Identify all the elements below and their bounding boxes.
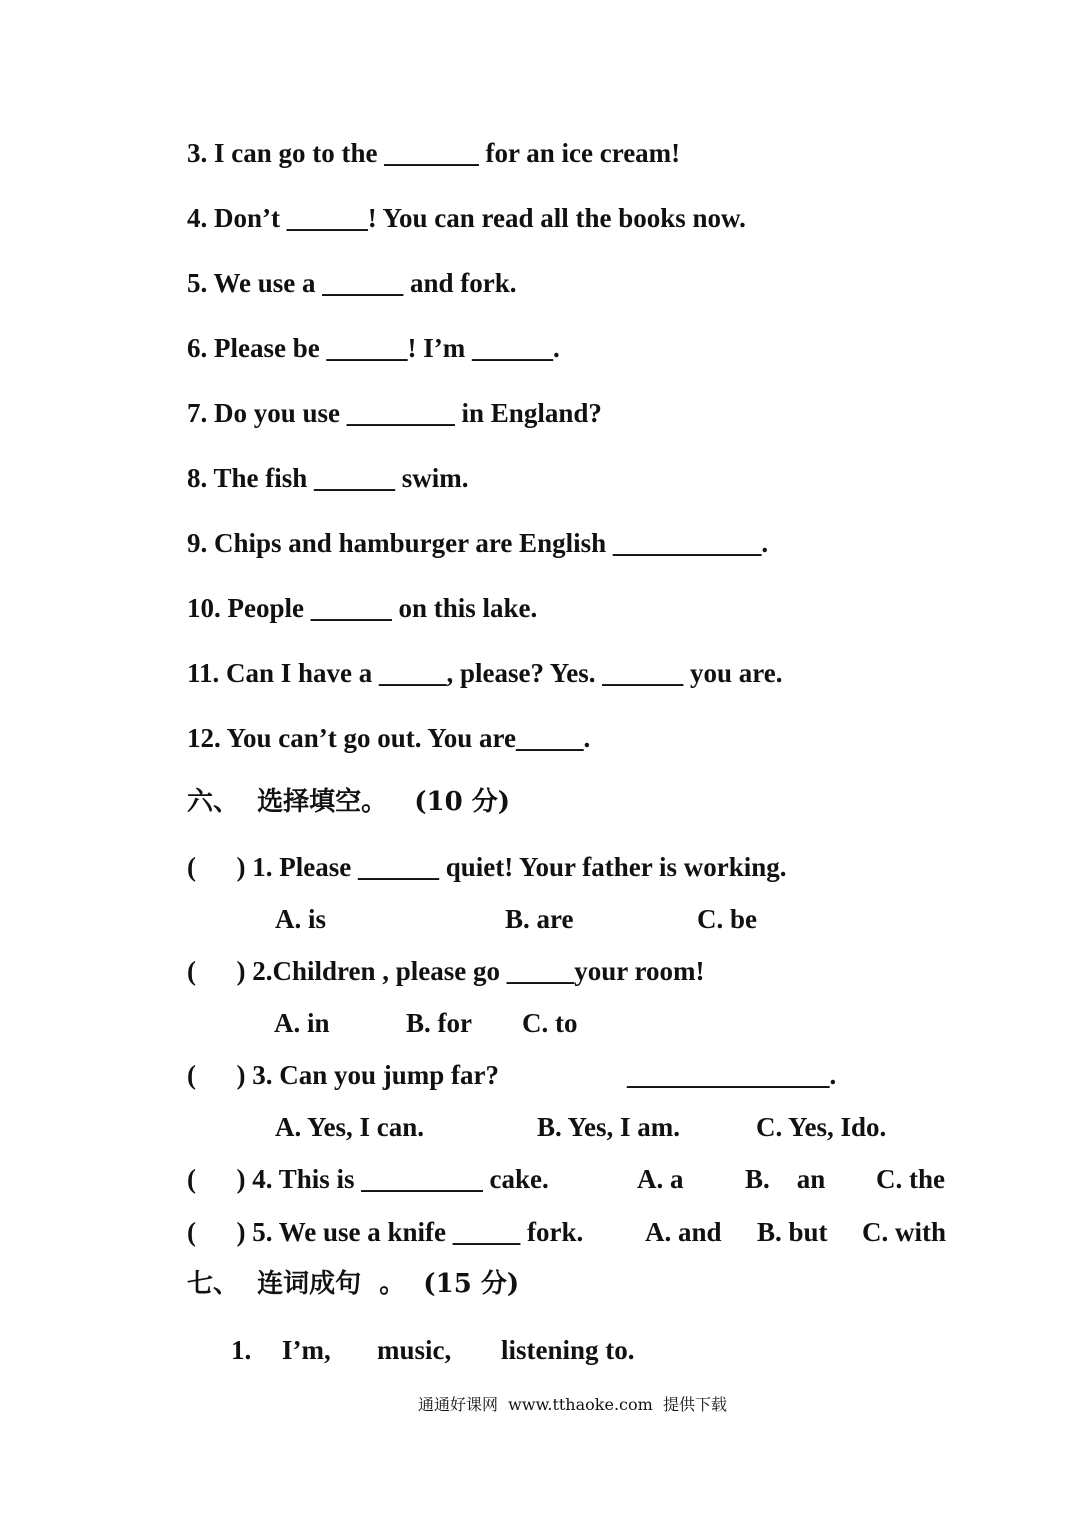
choice-3-option-c: C. Yes, Ido. (756, 1112, 887, 1142)
fill-in-question-8: 8. The fish ______ swim. (187, 463, 469, 493)
section-7-heading: 七、 连词成句 。 (15 分) (187, 1269, 520, 1299)
fill-in-question-9: 9. Chips and hamburger are English ___________. (187, 528, 769, 558)
choice-3-answer-blank: _______________. (627, 1060, 837, 1090)
section-6-heading: 六、 选择填空。 (10 分) (187, 787, 511, 817)
footer-source: 通通好课网 www.tthaoke.com 提供下载 (418, 1395, 727, 1414)
choice-5-option-b: B. but (757, 1217, 828, 1247)
choice-question-3: ( ) 3. Can you jump far? (187, 1060, 500, 1090)
choice-1-option-b: B. are (505, 904, 574, 934)
choice-4-option-b: B. an (745, 1164, 826, 1194)
reorder-word-1: I’m, (282, 1335, 331, 1365)
fill-in-question-12: 12. You can’t go out. You are_____. (187, 723, 591, 753)
choice-4-option-c: C. the (876, 1164, 945, 1194)
choice-1-option-c: C. be (697, 904, 757, 934)
fill-in-question-5: 5. We use a ______ and fork. (187, 268, 517, 298)
choice-question-1: ( ) 1. Please ______ quiet! Your father is working. (187, 852, 787, 882)
choice-2-option-a: A. in (274, 1008, 330, 1038)
fill-in-question-11: 11. Can I have a _____, please? Yes. ______ you are. (187, 658, 783, 688)
choice-4-option-a: A. a (637, 1164, 684, 1194)
fill-in-question-10: 10. People ______ on this lake. (187, 593, 538, 623)
choice-3-option-b: B. Yes, I am. (537, 1112, 681, 1142)
choice-question-2: ( ) 2.Children , please go _____your room! (187, 956, 705, 986)
choice-question-4: ( ) 4. This is _________ cake. (187, 1164, 549, 1194)
choice-question-5: ( ) 5. We use a knife _____ fork. (187, 1217, 584, 1247)
fill-in-question-3: 3. I can go to the _______ for an ice cream! (187, 138, 681, 168)
reorder-question-1-number: 1. (231, 1335, 252, 1365)
fill-in-question-7: 7. Do you use ________ in England? (187, 398, 602, 428)
choice-5-option-a: A. and (645, 1217, 722, 1247)
fill-in-question-6: 6. Please be ______! I’m ______. (187, 333, 560, 363)
choice-2-option-b: B. for (406, 1008, 472, 1038)
choice-2-option-c: C. to (522, 1008, 578, 1038)
fill-in-question-4: 4. Don’t ______! You can read all the books now. (187, 203, 746, 233)
choice-5-option-c: C. with (862, 1217, 947, 1247)
reorder-word-2: music, (377, 1335, 452, 1365)
choice-3-option-a: A. Yes, I can. (275, 1112, 425, 1142)
reorder-word-3: listening to. (501, 1335, 635, 1365)
choice-1-option-a: A. is (275, 904, 327, 934)
